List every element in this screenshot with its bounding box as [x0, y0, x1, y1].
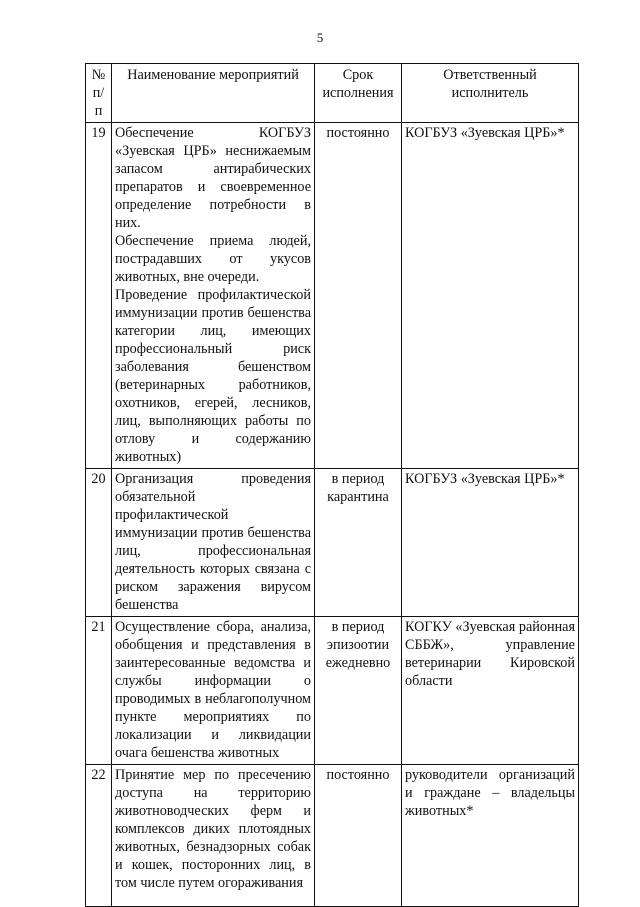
row-num: 19: [86, 123, 112, 469]
table-row: [86, 123, 579, 469]
header-term: Срок исполнения: [315, 64, 402, 123]
row-num: 22: [86, 765, 112, 907]
table-row: [86, 617, 579, 765]
row-name: [112, 123, 315, 469]
header-name: Наименование мероприятий: [112, 64, 315, 123]
page-number: 5: [316, 30, 324, 45]
row-responsible: КОГБУЗ «Зуевская ЦРБ»*: [402, 123, 579, 469]
row-name-paragraph: Обеспечение приема людей, пострадавших от укусов животных, вне очереди.: [115, 233, 311, 285]
row-num: 20: [86, 469, 112, 617]
row-term: в период эпизоотии ежедневно: [315, 617, 402, 765]
row-term: постоянно: [315, 765, 402, 907]
row-num: 21: [86, 617, 112, 765]
header-responsible: Ответственный исполнитель: [402, 64, 579, 123]
header-num: № п/п: [86, 64, 112, 123]
row-name-paragraph: Осуществление сбора, анализа, обобщения и представления в заинтересованные ведомства и службы информации о проводимых в неблагополучном пункте мероприятиях по локализации и ликвидации очага бешенства животных: [115, 619, 311, 761]
row-name: [112, 765, 315, 907]
row-name-paragraph: Проведение профилактической иммунизации против бешенства категории лиц, имеющих профессиональный риск заболевания бешенством (ветеринарных работников, охотников, егерей, лесников, лиц, выполняющих работы по отлову и содержанию животных): [115, 287, 311, 465]
row-name-paragraph: Организация проведения обязательной профилактической иммунизации против бешенства лиц, профессиональная деятельность которых связана с риском заражения вирусом бешенства: [115, 471, 311, 613]
table-header-row: [86, 64, 579, 123]
table-row: [86, 469, 579, 617]
row-name-paragraph: Принятие мер по пресечению доступа на территорию животноводческих ферм и комплексов диких плотоядных животных, безнадзорных собак и кошек, посторонних лиц, в том числе путем огораживания: [115, 767, 311, 891]
row-term: постоянно: [315, 123, 402, 469]
row-term: в период карантина: [315, 469, 402, 617]
table-row: [86, 765, 579, 907]
row-responsible: КОГБУЗ «Зуевская ЦРБ»*: [402, 469, 579, 617]
row-responsible: КОГКУ «Зуевская районная СББЖ», управление ветеринарии Кировской области: [402, 617, 579, 765]
row-name-paragraph: Обеспечение КОГБУЗ «Зуевская ЦРБ» неснижаемым запасом антирабических препаратов и своевременное определение потребности в них.: [115, 125, 311, 231]
row-name: [112, 617, 315, 765]
measures-table: [85, 63, 579, 907]
row-name: [112, 469, 315, 617]
row-responsible: руководители организаций и граждане – владельцы животных*: [402, 765, 579, 907]
